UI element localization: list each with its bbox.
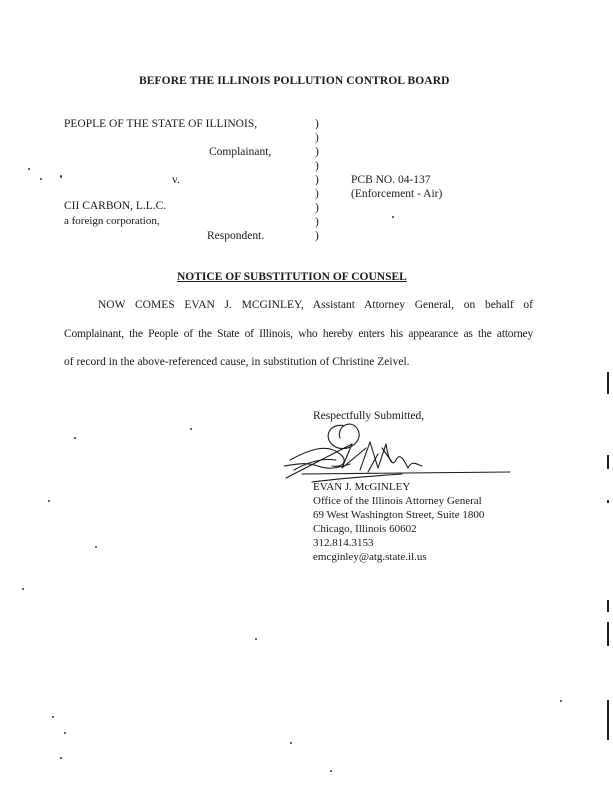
scan-speck: [40, 178, 42, 180]
attorney-street: 69 West Washington Street, Suite 1800: [313, 509, 485, 521]
scan-edge-mark: [607, 700, 609, 740]
scan-speck: [60, 175, 62, 178]
scan-speck: [48, 500, 50, 502]
case-number: PCB NO. 04-137: [351, 174, 431, 186]
plaintiff-name: PEOPLE OF THE STATE OF ILLINOIS,: [64, 118, 258, 130]
caption-paren: ): [315, 160, 319, 172]
case-type: (Enforcement - Air): [351, 188, 443, 200]
scan-edge-mark: [607, 455, 609, 469]
attorney-name: EVAN J. McGINLEY: [313, 481, 411, 493]
scan-speck: [22, 588, 24, 590]
notice-body-line: of record in the above-referenced cause, in substitution of Christine Zeivel.: [64, 356, 410, 368]
caption-paren: ): [315, 202, 319, 214]
scan-speck: [330, 770, 332, 772]
notice-body-line: Complainant, the People of the State of Illinois, who hereby enters his appearance as the attorney: [64, 328, 533, 340]
scan-speck: [60, 757, 62, 759]
handwritten-signature: [282, 408, 512, 488]
attorney-city: Chicago, Illinois 60602: [313, 523, 417, 535]
scan-speck: [560, 700, 562, 702]
scan-speck: [74, 437, 76, 439]
scan-speck: [392, 216, 394, 218]
scan-edge-mark: [607, 622, 609, 646]
closing-text: Respectfully Submitted,: [313, 410, 425, 422]
notice-body-line: NOW COMES EVAN J. MCGINLEY, Assistant Attorney General, on behalf of: [98, 299, 533, 311]
board-title: BEFORE THE ILLINOIS POLLUTION CONTROL BOARD: [139, 75, 450, 87]
caption-paren: ): [315, 174, 319, 186]
attorney-phone: 312.814.3153: [313, 537, 374, 549]
complainant-label: Complainant,: [209, 146, 272, 158]
scan-speck: [290, 742, 292, 744]
caption-paren: ): [315, 132, 319, 144]
versus-label: v.: [172, 174, 180, 186]
scan-speck: [255, 638, 257, 640]
attorney-office: Office of the Illinois Attorney General: [313, 495, 482, 507]
scan-edge-mark: [607, 372, 609, 394]
scan-speck: [95, 546, 97, 548]
scan-speck: [190, 428, 192, 430]
defendant-name: CII CARBON, L.L.C.: [64, 200, 167, 212]
caption-paren: ): [315, 146, 319, 158]
attorney-email: emcginley@atg.state.il.us: [313, 551, 427, 563]
notice-heading: NOTICE OF SUBSTITUTION OF COUNSEL: [177, 271, 407, 283]
scan-speck: [28, 168, 30, 170]
respondent-label: Respondent.: [207, 230, 265, 242]
scan-edge-mark: [607, 500, 609, 503]
scan-edge-mark: [607, 600, 609, 612]
caption-paren: ): [315, 216, 319, 228]
caption-paren: ): [315, 188, 319, 200]
defendant-description: a foreign corporation,: [64, 215, 160, 227]
caption-paren: ): [315, 118, 319, 130]
scan-speck: [52, 716, 54, 718]
scan-speck: [64, 732, 66, 734]
caption-paren: ): [315, 230, 319, 242]
